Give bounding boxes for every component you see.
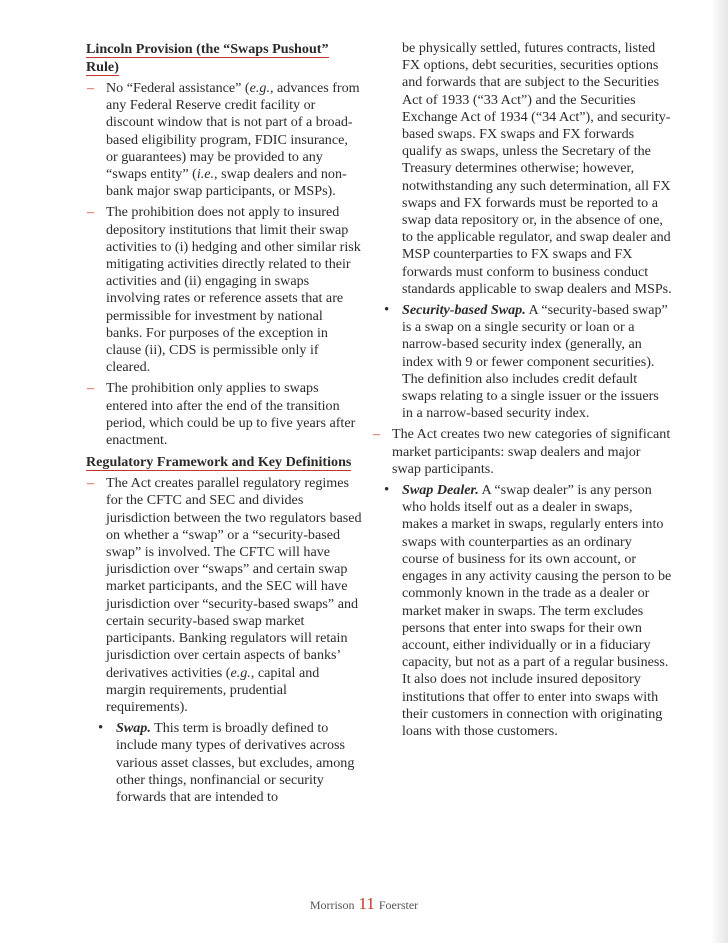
item-emphasis: e.g. [249, 80, 270, 96]
item-text: A “swap dealer” is any person who holds itself out as a dealer in swaps, makes a market in swaps, regularly enters into swaps with counterparties as an ordinary course of business for its own account, or engages in any activity causing the person to be commonly known in the trade as a dealer or market maker in swaps. The term excludes persons that enter into swaps for their own account, either individually or in a fiduciary capacity, but not as a part of a regular business. It also does not include insured depository institutions that offer to enter into swaps with their customers in connection with originating loans with those customers. [402, 482, 672, 739]
section-heading-framework [86, 453, 362, 471]
page-number: 11 [358, 894, 375, 913]
left-column [86, 40, 362, 810]
heading-text: Regulatory Framework and Key Definitions [86, 454, 352, 471]
item-emphasis: i.e. [196, 166, 215, 183]
dash-marker: – [87, 204, 95, 221]
list-item [86, 380, 362, 449]
section-heading-lincoln [86, 40, 362, 76]
item-text: The prohibition only applies to swaps entered into after the end of the transition period, which could be up to five years after enactment. [106, 380, 356, 449]
term-swap: Swap. [116, 720, 151, 737]
item-text: This term is broadly defined to include many types of derivatives across various asset classes, but excludes, among other things, nonfinancial or security forwards that are intended to [116, 720, 355, 805]
bullet-marker: • [384, 302, 390, 319]
dash-marker: – [87, 380, 95, 397]
item-text: , swap dealers and non-bank major swap participants, or MSPs). [106, 166, 347, 200]
item-text: The prohibition does not apply to insured depository institutions that limit their swap activities to (i) hedging and other similar risk mitigating activities directly related to their activities and (ii) engaging in swaps involving rates or reference assets that are permissible for investment by national banks. For purposes of the exception in clause (ii), CDS is permissible only if cleared. [106, 204, 361, 376]
bullet-item-swap-dealer [372, 482, 672, 740]
item-text: , advances from any Federal Reserve credit facility or discount window that is not part of a broad-based eligibility program, FDIC insurance, or guarantees) may be provided to any “swaps entity” ( [106, 80, 360, 183]
list-item [86, 80, 362, 200]
dash-marker: – [373, 426, 381, 443]
item-text: The Act creates two new categories of significant market participants: swap dealers and major swap participants. [392, 426, 671, 477]
list-item [86, 204, 362, 376]
page-edge-shadow [710, 0, 728, 943]
item-text: , capital and margin requirements, prudential requirements). [106, 664, 320, 715]
heading-text: Lincoln Provision (the “Swaps Pushout” Rule) [86, 41, 329, 75]
term-swap-dealer: Swap Dealer. [402, 482, 479, 499]
item-text: The Act creates parallel regulatory regimes for the CFTC and SEC and divides jurisdiction between the two regulators based on whether a “swap” or a “security-based swap” is involved. The CFTC will have jurisdiction over “swaps” and certain swap market participants, and the SEC will have jurisdiction over “security-based swaps” and certain security-based swap market participants. Banking regulators will retain jurisdiction over certain aspects of banks’ derivatives activities ( [106, 475, 362, 681]
dash-marker: – [87, 475, 95, 492]
page-footer [0, 894, 728, 914]
list-item [372, 426, 672, 478]
bullet-marker: • [98, 720, 104, 737]
bullet-item-swap [86, 720, 362, 806]
bullet-marker: • [384, 482, 390, 499]
dash-marker: – [87, 80, 95, 96]
bullet-item-security-based-swap [372, 302, 672, 422]
right-column [372, 40, 672, 744]
term-security-based-swap: Security-based Swap. [402, 302, 526, 319]
item-text: No “Federal assistance” ( [106, 80, 250, 96]
item-text: A “security-based swap” is a swap on a single security or loan or a narrow-based security index (generally, an index with 9 or fewer component securities). The definition also includes credit default swaps relating to a single issuer or the issuers in a narrow-based security index. [402, 302, 668, 422]
list-item [86, 475, 362, 716]
footer-brand-left: Morrison [309, 898, 355, 912]
item-emphasis: e.g. [230, 664, 251, 681]
swap-definition-continued: be physically settled, futures contracts, listed FX options, debt securities, securities options and forwards that are subject to the Securities Act of 1933 (“33 Act”) and the Securities Exchange Act of 1934 (“34 Act”), and security-based swaps. FX swaps and FX forwards qualify as swaps, unless the Secretary of the Treasury determines otherwise; however, notwithstanding any such determination, all FX swaps and FX forwards must be reported to a swap data repository or, in the absence of one, to the applicable regulator, and swap dealer and MSP counterparties to FX swaps and FX forwards must conform to business conduct standards applicable to swap dealers and MSPs. [402, 40, 672, 297]
footer-brand-right: Foerster [378, 898, 419, 912]
